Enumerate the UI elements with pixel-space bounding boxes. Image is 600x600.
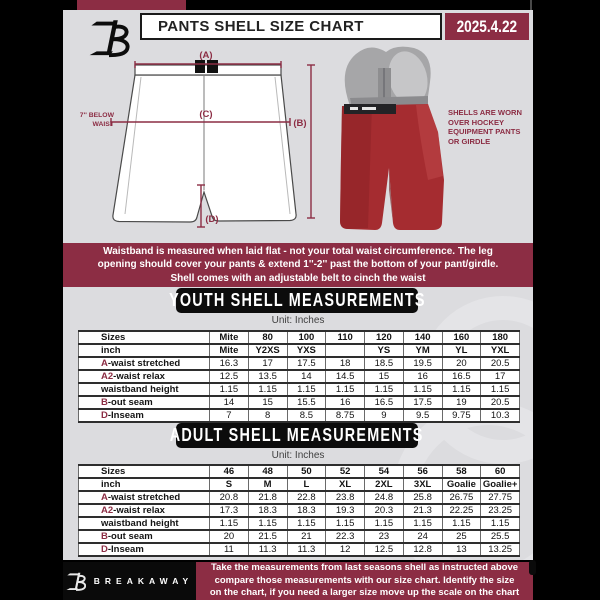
- row-label-cell: B-out seam: [79, 396, 210, 409]
- value-cell: 60: [481, 465, 520, 478]
- footer-note-banner: [196, 562, 533, 600]
- value-cell: 80: [248, 331, 287, 344]
- value-cell: 20.3: [365, 504, 404, 517]
- row-label-cell: Sizes: [79, 465, 210, 478]
- top-accent-tab: [77, 0, 186, 10]
- value-cell: 1.15: [442, 383, 481, 396]
- value-cell: 48: [248, 465, 287, 478]
- value-cell: YM: [403, 344, 442, 357]
- text-line: Waistband is measured when laid flat - not your total waist circumference. The leg: [103, 245, 493, 257]
- value-cell: 20.5: [481, 357, 520, 370]
- value-cell: 1.15: [248, 383, 287, 396]
- table-row: [79, 409, 520, 422]
- youth-table: [78, 330, 520, 423]
- table-row: [79, 491, 520, 504]
- value-cell: XL: [326, 478, 365, 491]
- text-line: OVER HOCKEY: [448, 117, 505, 127]
- page-title-text: PANTS SHELL SIZE CHART: [158, 18, 364, 35]
- value-cell: 15: [365, 370, 404, 383]
- value-cell: 22.25: [442, 504, 481, 517]
- value-cell: 13.5: [248, 370, 287, 383]
- value-cell: 23.25: [481, 504, 520, 517]
- value-cell: Goalie+: [481, 478, 520, 491]
- row-label-cell: inch: [79, 344, 210, 357]
- value-cell: 56: [403, 465, 442, 478]
- date-text: 2025.4.22: [456, 16, 518, 36]
- breakaway-logo-icon: [66, 570, 86, 592]
- value-cell: 54: [365, 465, 404, 478]
- value-cell: Mite: [210, 344, 249, 357]
- value-cell: 24.8: [365, 491, 404, 504]
- table-row: [79, 331, 520, 344]
- value-cell: 52: [326, 465, 365, 478]
- value-cell: 11: [210, 543, 249, 556]
- value-cell: 26.75: [442, 491, 481, 504]
- value-cell: 18.3: [287, 504, 326, 517]
- value-cell: S: [210, 478, 249, 491]
- value-cell: 140: [403, 331, 442, 344]
- row-label-cell: waistband height: [79, 517, 210, 530]
- value-cell: 16: [326, 396, 365, 409]
- text-line: EQUIPMENT PANTS: [448, 127, 521, 137]
- label-d: (D): [205, 214, 219, 225]
- value-cell: 17.5: [287, 357, 326, 370]
- top-edge-tick: [530, 0, 532, 10]
- waistband-note-banner: [63, 243, 533, 287]
- table-row: [79, 344, 520, 357]
- value-cell: 17.5: [403, 396, 442, 409]
- row-label-cell: A2-waist relax: [79, 504, 210, 517]
- value-cell: 1.15: [403, 517, 442, 530]
- value-cell: 14: [287, 370, 326, 383]
- value-cell: 20.5: [481, 396, 520, 409]
- value-cell: 11.3: [248, 543, 287, 556]
- value-cell: 120: [365, 331, 404, 344]
- value-cell: 14: [210, 396, 249, 409]
- value-cell: 16.3: [210, 357, 249, 370]
- value-cell: 8.5: [287, 409, 326, 422]
- table-row: [79, 530, 520, 543]
- value-cell: 20: [210, 530, 249, 543]
- table-row: [79, 504, 520, 517]
- row-label-cell: waistband height: [79, 383, 210, 396]
- value-cell: 1.15: [403, 383, 442, 396]
- text-line: compare those measurements with our size chart. Identify the size: [214, 574, 515, 586]
- value-cell: 11.3: [287, 543, 326, 556]
- value-cell: L: [287, 478, 326, 491]
- value-cell: 100: [287, 331, 326, 344]
- row-label-cell: inch: [79, 478, 210, 491]
- value-cell: 1.15: [248, 517, 287, 530]
- value-cell: 16.5: [365, 396, 404, 409]
- value-cell: 12.5: [210, 370, 249, 383]
- value-cell: 17: [481, 370, 520, 383]
- value-cell: 1.15: [326, 383, 365, 396]
- value-cell: 23: [365, 530, 404, 543]
- text-line: OR GIRDLE: [448, 136, 491, 146]
- table-row: [79, 383, 520, 396]
- value-cell: 16.5: [442, 370, 481, 383]
- page: [63, 10, 533, 560]
- value-cell: 50: [287, 465, 326, 478]
- table-row: [79, 543, 520, 556]
- value-cell: 15: [248, 396, 287, 409]
- value-cell: 20: [442, 357, 481, 370]
- row-label-cell: A-waist stretched: [79, 491, 210, 504]
- value-cell: Goalie: [442, 478, 481, 491]
- label-a: (A): [199, 50, 213, 61]
- value-cell: 1.15: [481, 383, 520, 396]
- footer-brand-block: [63, 562, 196, 600]
- label-b: (B): [293, 118, 307, 129]
- text-line: SHELLS ARE WORN: [448, 108, 522, 117]
- table-row: [79, 357, 520, 370]
- brand-wordmark: BREAKAWAY: [93, 576, 194, 586]
- svg-text:WAIST: WAIST: [92, 121, 114, 128]
- adult-section-header: [170, 423, 424, 448]
- value-cell: 18.3: [248, 504, 287, 517]
- row-label-cell: D-Inseam: [79, 543, 210, 556]
- table-row: [79, 370, 520, 383]
- value-cell: 25: [442, 530, 481, 543]
- value-cell: 21.8: [248, 491, 287, 504]
- table-row: [79, 517, 520, 530]
- row-label-cell: Sizes: [79, 331, 210, 344]
- value-cell: 1.15: [287, 383, 326, 396]
- table-row: [79, 396, 520, 409]
- value-cell: 3XL: [403, 478, 442, 491]
- value-cell: 12.5: [365, 543, 404, 556]
- value-cell: YXL: [481, 344, 520, 357]
- svg-text:7'' BELOW: 7'' BELOW: [79, 112, 114, 119]
- text-line: Take the measurements from last seasons shell as instructed above: [210, 562, 519, 574]
- value-cell: 1.15: [442, 517, 481, 530]
- value-cell: 13.25: [481, 543, 520, 556]
- value-cell: Mite: [210, 331, 249, 344]
- row-label-cell: A-waist stretched: [79, 357, 210, 370]
- youth-section-header: [168, 288, 426, 313]
- value-cell: 12.8: [403, 543, 442, 556]
- row-label-cell: D-Inseam: [79, 409, 210, 422]
- value-cell: 1.15: [210, 517, 249, 530]
- value-cell: 21: [287, 530, 326, 543]
- row-label-cell: A2-waist relax: [79, 370, 210, 383]
- value-cell: 1.15: [365, 383, 404, 396]
- value-cell: 21.3: [403, 504, 442, 517]
- adult-section-title: ADULT SHELL MEASUREMENTS: [170, 425, 424, 445]
- value-cell: 25.8: [403, 491, 442, 504]
- value-cell: 9.75: [442, 409, 481, 422]
- label-c: (C): [199, 109, 213, 120]
- value-cell: 2XL: [365, 478, 404, 491]
- adult-unit-label: Unit: Inches: [271, 450, 325, 461]
- waist-note: [80, 112, 115, 128]
- value-cell: 13: [442, 543, 481, 556]
- value-cell: Y2XS: [248, 344, 287, 357]
- value-cell: 21.5: [248, 530, 287, 543]
- value-cell: 24: [403, 530, 442, 543]
- value-cell: 15.5: [287, 396, 326, 409]
- value-cell: 46: [210, 465, 249, 478]
- adult-table: [78, 464, 520, 557]
- table-row: [79, 465, 520, 478]
- value-cell: 19.5: [403, 357, 442, 370]
- value-cell: 1.15: [287, 517, 326, 530]
- value-cell: 8.75: [326, 409, 365, 422]
- value-cell: 14.5: [326, 370, 365, 383]
- pants-measurement-diagram: [78, 44, 323, 239]
- belt-buckle-icon: [195, 60, 205, 73]
- text-line: on the chart, if you need a larger size move up the scale on the chart: [209, 587, 520, 599]
- youth-unit-label: Unit: Inches: [271, 315, 325, 326]
- table-row: [79, 478, 520, 491]
- value-cell: YS: [365, 344, 404, 357]
- value-cell: 1.15: [210, 383, 249, 396]
- value-cell: 7: [210, 409, 249, 422]
- youth-section-title: YOUTH SHELL MEASUREMENTS: [168, 290, 426, 310]
- text-line: Shell comes with an adjustable belt to cinch the waist: [170, 272, 426, 284]
- value-cell: 19.3: [326, 504, 365, 517]
- value-cell: YL: [442, 344, 481, 357]
- value-cell: 27.75: [481, 491, 520, 504]
- value-cell: 10.3: [481, 409, 520, 422]
- value-cell: 20.8: [210, 491, 249, 504]
- value-cell: 160: [442, 331, 481, 344]
- value-cell: 17.3: [210, 504, 249, 517]
- value-cell: YXS: [287, 344, 326, 357]
- value-cell: 180: [481, 331, 520, 344]
- value-cell: 1.15: [365, 517, 404, 530]
- value-cell: 9.5: [403, 409, 442, 422]
- value-cell: 58: [442, 465, 481, 478]
- date-badge: [445, 13, 529, 40]
- photo-note: [448, 108, 532, 146]
- shell-photo: [332, 40, 448, 238]
- row-label-cell: B-out seam: [79, 530, 210, 543]
- value-cell: 12: [326, 543, 365, 556]
- value-cell: 22.3: [326, 530, 365, 543]
- value-cell: 16: [403, 370, 442, 383]
- value-cell: 18: [326, 357, 365, 370]
- value-cell: M: [248, 478, 287, 491]
- value-cell: 1.15: [326, 517, 365, 530]
- value-cell: 1.15: [481, 517, 520, 530]
- corner-tab: [529, 560, 536, 575]
- value-cell: 110: [326, 331, 365, 344]
- value-cell: 8: [248, 409, 287, 422]
- value-cell: 19: [442, 396, 481, 409]
- text-line: opening should cover your pants & extend 1''-2'' past the bottom of your pant/girdle.: [97, 259, 499, 271]
- value-cell: 22.8: [287, 491, 326, 504]
- value-cell: 9: [365, 409, 404, 422]
- page-title: [140, 13, 442, 40]
- value-cell: 18.5: [365, 357, 404, 370]
- value-cell: [326, 344, 365, 357]
- value-cell: 17: [248, 357, 287, 370]
- value-cell: 23.8: [326, 491, 365, 504]
- value-cell: 25.5: [481, 530, 520, 543]
